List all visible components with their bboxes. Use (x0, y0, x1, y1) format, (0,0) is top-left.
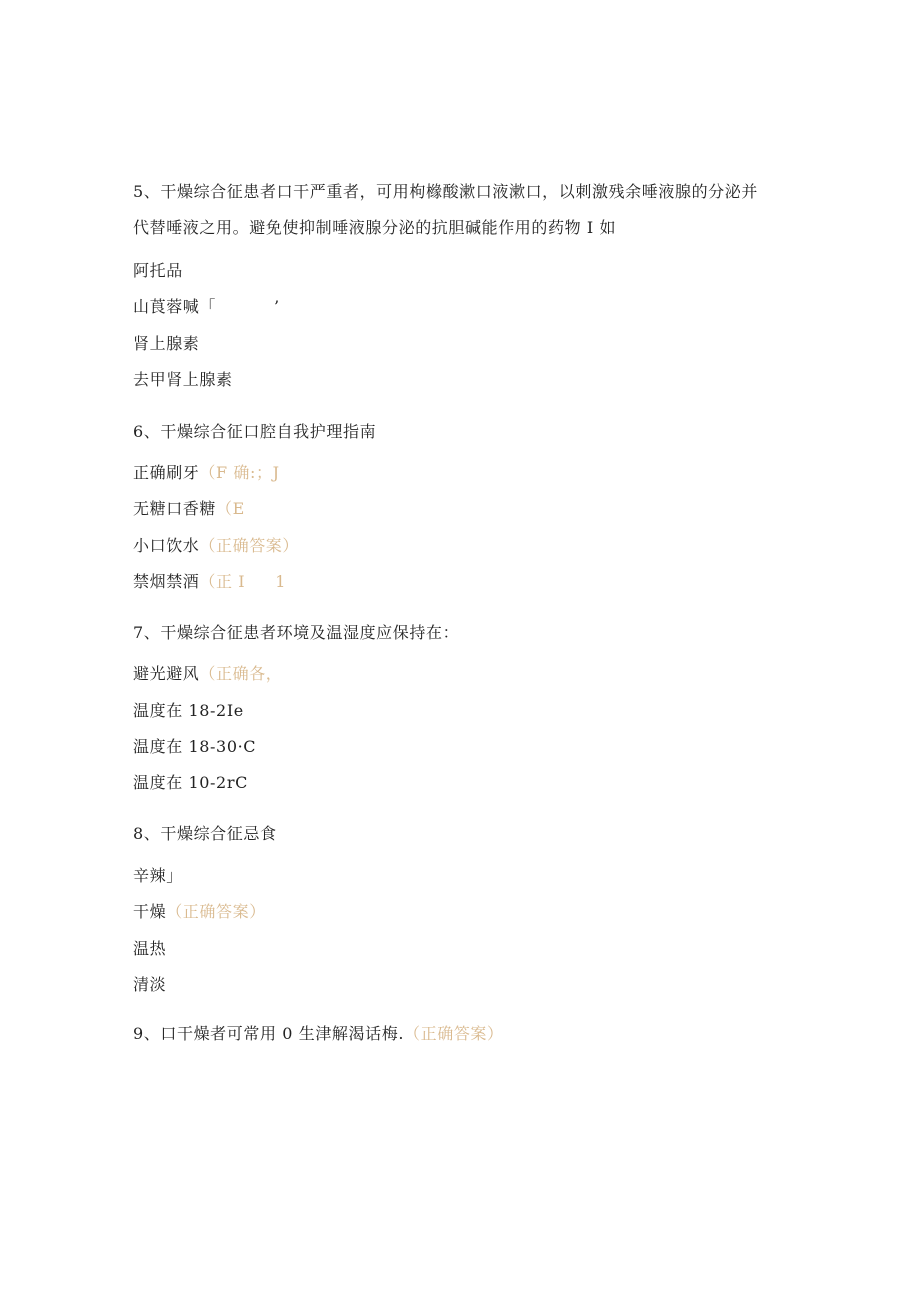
option-text: 小口饮水 (133, 536, 200, 555)
q5-option-3 (133, 334, 199, 354)
q8-option-2 (133, 902, 266, 922)
question-9 (133, 1024, 504, 1044)
answer-mark: （正确答案） (199, 536, 300, 555)
option-text: 无糖口香糖 (133, 499, 217, 518)
q7-option-4 (133, 773, 248, 793)
option-text: 辛辣」 (133, 866, 183, 885)
q5-option-2 (133, 297, 280, 317)
question-7-title: 7、干燥综合征患者环境及温湿度应保持在： (133, 623, 460, 642)
q5-option-1 (133, 261, 183, 281)
q7-option-3 (133, 737, 256, 757)
option-text: 禁烟禁酒 (133, 572, 200, 591)
q6-option-2 (133, 499, 245, 519)
question-5-line-1: 5、干燥综合征患者口干严重者，可用枸橼酸漱口液漱口，以刺激残余唾液腺的分泌并 (133, 182, 758, 201)
q8-option-1 (133, 866, 183, 886)
answer-mark: （正确答案） (404, 1024, 504, 1043)
q6-option-1 (133, 463, 280, 483)
option-text: 清淡 (133, 975, 167, 994)
question-9-text: 9、口干燥者可常用 0 生津解渴话梅. (133, 1024, 405, 1043)
option-text: 温度在 18-30·C (133, 737, 257, 756)
q6-option-3 (133, 536, 299, 556)
option-text: 温度在 10-2rC (133, 773, 248, 792)
option-text: 去甲肾上腺素 (133, 370, 233, 389)
answer-mark: （E (216, 499, 245, 518)
q5-option-4 (133, 370, 233, 390)
q7-option-2 (133, 701, 244, 721)
option-text: 干燥 (133, 902, 167, 921)
answer-mark: （正确各， (199, 664, 283, 683)
option-text: 阿托品 (133, 261, 183, 280)
q7-option-1 (133, 664, 282, 684)
q8-option-4 (133, 975, 166, 995)
answer-mark: （正确答案） (166, 902, 266, 921)
answer-mark: （正 I (199, 572, 246, 591)
option-text: 温热 (133, 939, 167, 958)
option-text: 避光避风 (133, 664, 200, 683)
question-5-line-2: 代替唾液之用。避免使抑制唾液腺分泌的抗胆碱能作用的药物 I 如 (133, 218, 617, 237)
question-8-title: 8、干燥综合征忌食 (133, 824, 277, 843)
option-text: 正确刷牙 (133, 463, 200, 482)
answer-mark: （F 确:；J (199, 463, 280, 482)
q8-option-3 (133, 939, 166, 959)
answer-mark-tail: 1 (275, 572, 286, 591)
question-6-title: 6、干燥综合征口腔自我护理指南 (133, 422, 377, 441)
option-text: 山莨蓉喊「 (133, 297, 217, 316)
q6-option-4 (133, 572, 286, 592)
option-text: 肾上腺素 (133, 334, 200, 353)
option-mark: ’ (274, 297, 280, 316)
option-text: 温度在 18-2Ie (133, 701, 244, 720)
